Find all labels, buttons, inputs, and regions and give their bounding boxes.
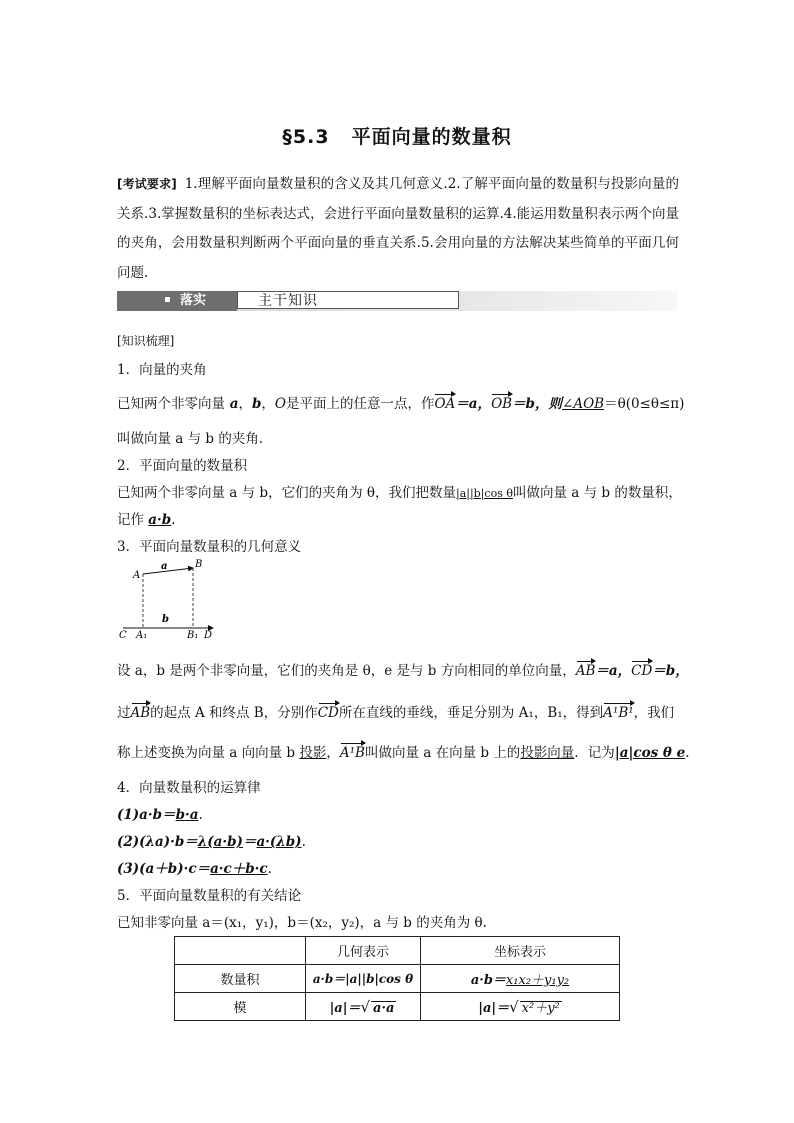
s1-text: 已知两个非零向量 <box>117 396 225 412</box>
s1-line1: 已知两个非零向量 a，b，O是平面上的任意一点，作OA＝a，OB＝b，则∠AOB＝θ(0≤θ≤π) <box>117 396 685 412</box>
section-banner <box>117 291 677 311</box>
s4-rule1 <box>117 803 687 823</box>
s3-text1: 设 a，b 是两个非零向量，它们的夹角是 θ，e 是与 b 方向相同的单位向量， <box>117 663 576 679</box>
cell-geo-modulus <box>306 993 421 1021</box>
vector-ab: AB <box>575 663 596 679</box>
projection-vector-term: 投影向量 <box>520 745 575 761</box>
s3-text3d: ．记为 <box>574 745 615 761</box>
rule2-period: . <box>301 834 306 850</box>
row-label-dot-product: 数量积 <box>175 965 306 993</box>
s2-text: 已知两个非零向量 a 与 b，它们的夹角为 θ，我们把数量 <box>117 485 456 501</box>
s3-line3 <box>117 741 690 761</box>
coord-mod-radicand: x²＋y² <box>521 1001 560 1016</box>
s1-comma: ， <box>238 396 252 412</box>
vector-a1b: A¹B <box>339 745 365 761</box>
s1-point-o: O <box>274 396 286 412</box>
s2-heading: 2．平面向量的数量积 <box>117 458 248 474</box>
sqrt-icon: √ <box>509 998 519 1016</box>
projection-diagram <box>115 556 225 642</box>
s1-eq-a: ＝a， <box>455 396 492 412</box>
cell-coord-modulus <box>421 993 620 1021</box>
square-bullet-icon <box>165 297 170 302</box>
s2-line2 <box>117 508 687 528</box>
table-header-coordinate: 坐标表示 <box>421 937 620 965</box>
label-a1-point: A₁ <box>136 630 148 641</box>
vector-ab-2: AB <box>130 705 151 721</box>
row-label-modulus: 模 <box>175 993 306 1021</box>
s3-text2a: 过 <box>117 705 131 721</box>
s3-text3b: ， <box>326 745 340 761</box>
vector-cd: CD <box>631 663 653 679</box>
angle-aob: ∠AOB <box>562 396 605 412</box>
s4-rule2 <box>117 830 687 850</box>
dot-product-notation: a·b <box>148 512 172 528</box>
coord-dot-answer: x₁x₂＋y₁y₂ <box>505 973 570 988</box>
s3-line2 <box>117 701 687 721</box>
vector-ob: OB <box>491 396 513 412</box>
s3-text3c: 叫做向量 a 在向量 b 上的 <box>364 745 521 761</box>
geo-mod-radicand: a·a <box>373 1001 395 1016</box>
s1-text2: 是平面上的任意一点，作 <box>285 396 435 412</box>
section-title: 平面向量的数量积 <box>351 126 512 148</box>
s2-denote: 记作 <box>117 512 149 528</box>
label-vector-a: a <box>161 561 168 572</box>
requirements-text: 1.理解平面向量数量积的含义及其几何意义.2.了解平面向量的数量积与投影向量的关系.3.掌握数量积的坐标表达式，会进行平面向量数量积的运算.4.能运用数量积表示两个向量的夹角，会用数量积判断两个平面向量的垂直关系.5.会用向量的方法解决某些简单的平面几何问题. <box>117 176 679 281</box>
knowledge-tag: [知识梳理] <box>117 334 175 348</box>
conclusions-table <box>174 936 620 1021</box>
s3-line1 <box>117 659 687 679</box>
s3-text3a: 称上述变换为向量 a 向向量 b <box>117 745 300 761</box>
rule3-answer: a·c＋b·c <box>210 861 268 877</box>
table-row <box>175 965 620 993</box>
vector-oa: OA <box>434 396 456 412</box>
cell-coord-dot-product <box>421 965 620 993</box>
banner-dark-text: 落实 <box>180 293 207 308</box>
s1-comma2: ， <box>261 396 275 412</box>
s3-eq-b: ＝b， <box>652 663 689 679</box>
rule3-lhs: (3)(a＋b)·c＝ <box>117 861 211 877</box>
s3-eq-a: ＝a， <box>595 663 632 679</box>
s1-eq-b: ＝b，则 <box>512 396 563 412</box>
label-c-point: C <box>119 630 127 641</box>
table-row <box>175 993 620 1021</box>
exam-requirements <box>117 170 679 288</box>
vector-a-arrow <box>143 568 193 574</box>
s1-heading: 1．向量的夹角 <box>117 362 207 378</box>
rule2-lhs: (2)(λa)·b＝ <box>117 834 198 850</box>
rule1-period: . <box>198 807 203 823</box>
label-a-point: A <box>133 570 141 581</box>
label-vector-b: b <box>162 614 169 625</box>
s3-text2c: 所在直线的垂线，垂足分别为 A₁，B₁，得到 <box>338 705 604 721</box>
rule2-answer1: λ(a·b) <box>197 834 243 850</box>
projection-formula: |a|cos θ e <box>614 745 686 761</box>
s2-period: . <box>171 512 176 528</box>
dot-product-formula: |a||b|cos θ <box>455 487 513 500</box>
table-header-empty <box>175 937 306 965</box>
vector-cd-2: CD <box>317 705 339 721</box>
s3-text2d: ，我们 <box>633 705 675 721</box>
rule1-answer: b·a <box>175 807 199 823</box>
page-title <box>0 122 794 149</box>
s4-rule3 <box>117 857 687 877</box>
geo-mod-lhs: |a|＝ <box>329 1001 361 1016</box>
s5-line1: 已知非零向量 a＝(x₁，y₁)，b＝(x₂，y₂)，a 与 b 的夹角为 θ. <box>117 915 487 931</box>
rule2-eq: ＝ <box>242 834 257 850</box>
label-b-point: B <box>195 559 203 570</box>
s5-heading: 5．平面向量数量积的有关结论 <box>117 888 302 904</box>
table-header-row <box>175 937 620 965</box>
rule3-period: . <box>267 861 272 877</box>
projection-term: 投影 <box>299 745 327 761</box>
label-b1-point: B₁ <box>187 630 199 641</box>
rule1-lhs: (1)a·b＝ <box>117 807 176 823</box>
label-d-point: D <box>204 630 213 641</box>
s4-heading: 4．向量数量积的运算律 <box>117 780 261 796</box>
sqrt-icon: √ <box>360 998 371 1016</box>
rule2-answer2: a·(λb) <box>256 834 302 850</box>
coord-dot-lhs: a·b＝ <box>470 973 506 988</box>
s2-text2: 叫做向量 a 与 b 的数量积， <box>512 485 682 501</box>
s1-line2: 叫做向量 a 与 b 的夹角． <box>117 431 273 447</box>
s3-text2b: 的起点 A 和终点 B，分别作 <box>150 705 318 721</box>
angle-range: ＝θ(0≤θ≤π) <box>604 396 685 412</box>
cell-geo-dot-product: a·b＝|a||b|cos θ <box>306 965 421 993</box>
banner-light-label: 主干知识 <box>237 291 459 309</box>
table-header-geometric: 几何表示 <box>306 937 421 965</box>
vector-a1b1: A¹B¹ <box>603 705 634 721</box>
section-number: §5.3 <box>282 126 330 148</box>
s3-heading: 3．平面向量数量积的几何意义 <box>117 539 302 555</box>
s3-period: . <box>685 745 690 761</box>
s2-line1 <box>117 481 687 501</box>
banner-dark-label <box>117 291 237 311</box>
coord-mod-lhs: |a|＝ <box>478 1001 510 1016</box>
requirements-tag: [考试要求] <box>117 177 177 191</box>
